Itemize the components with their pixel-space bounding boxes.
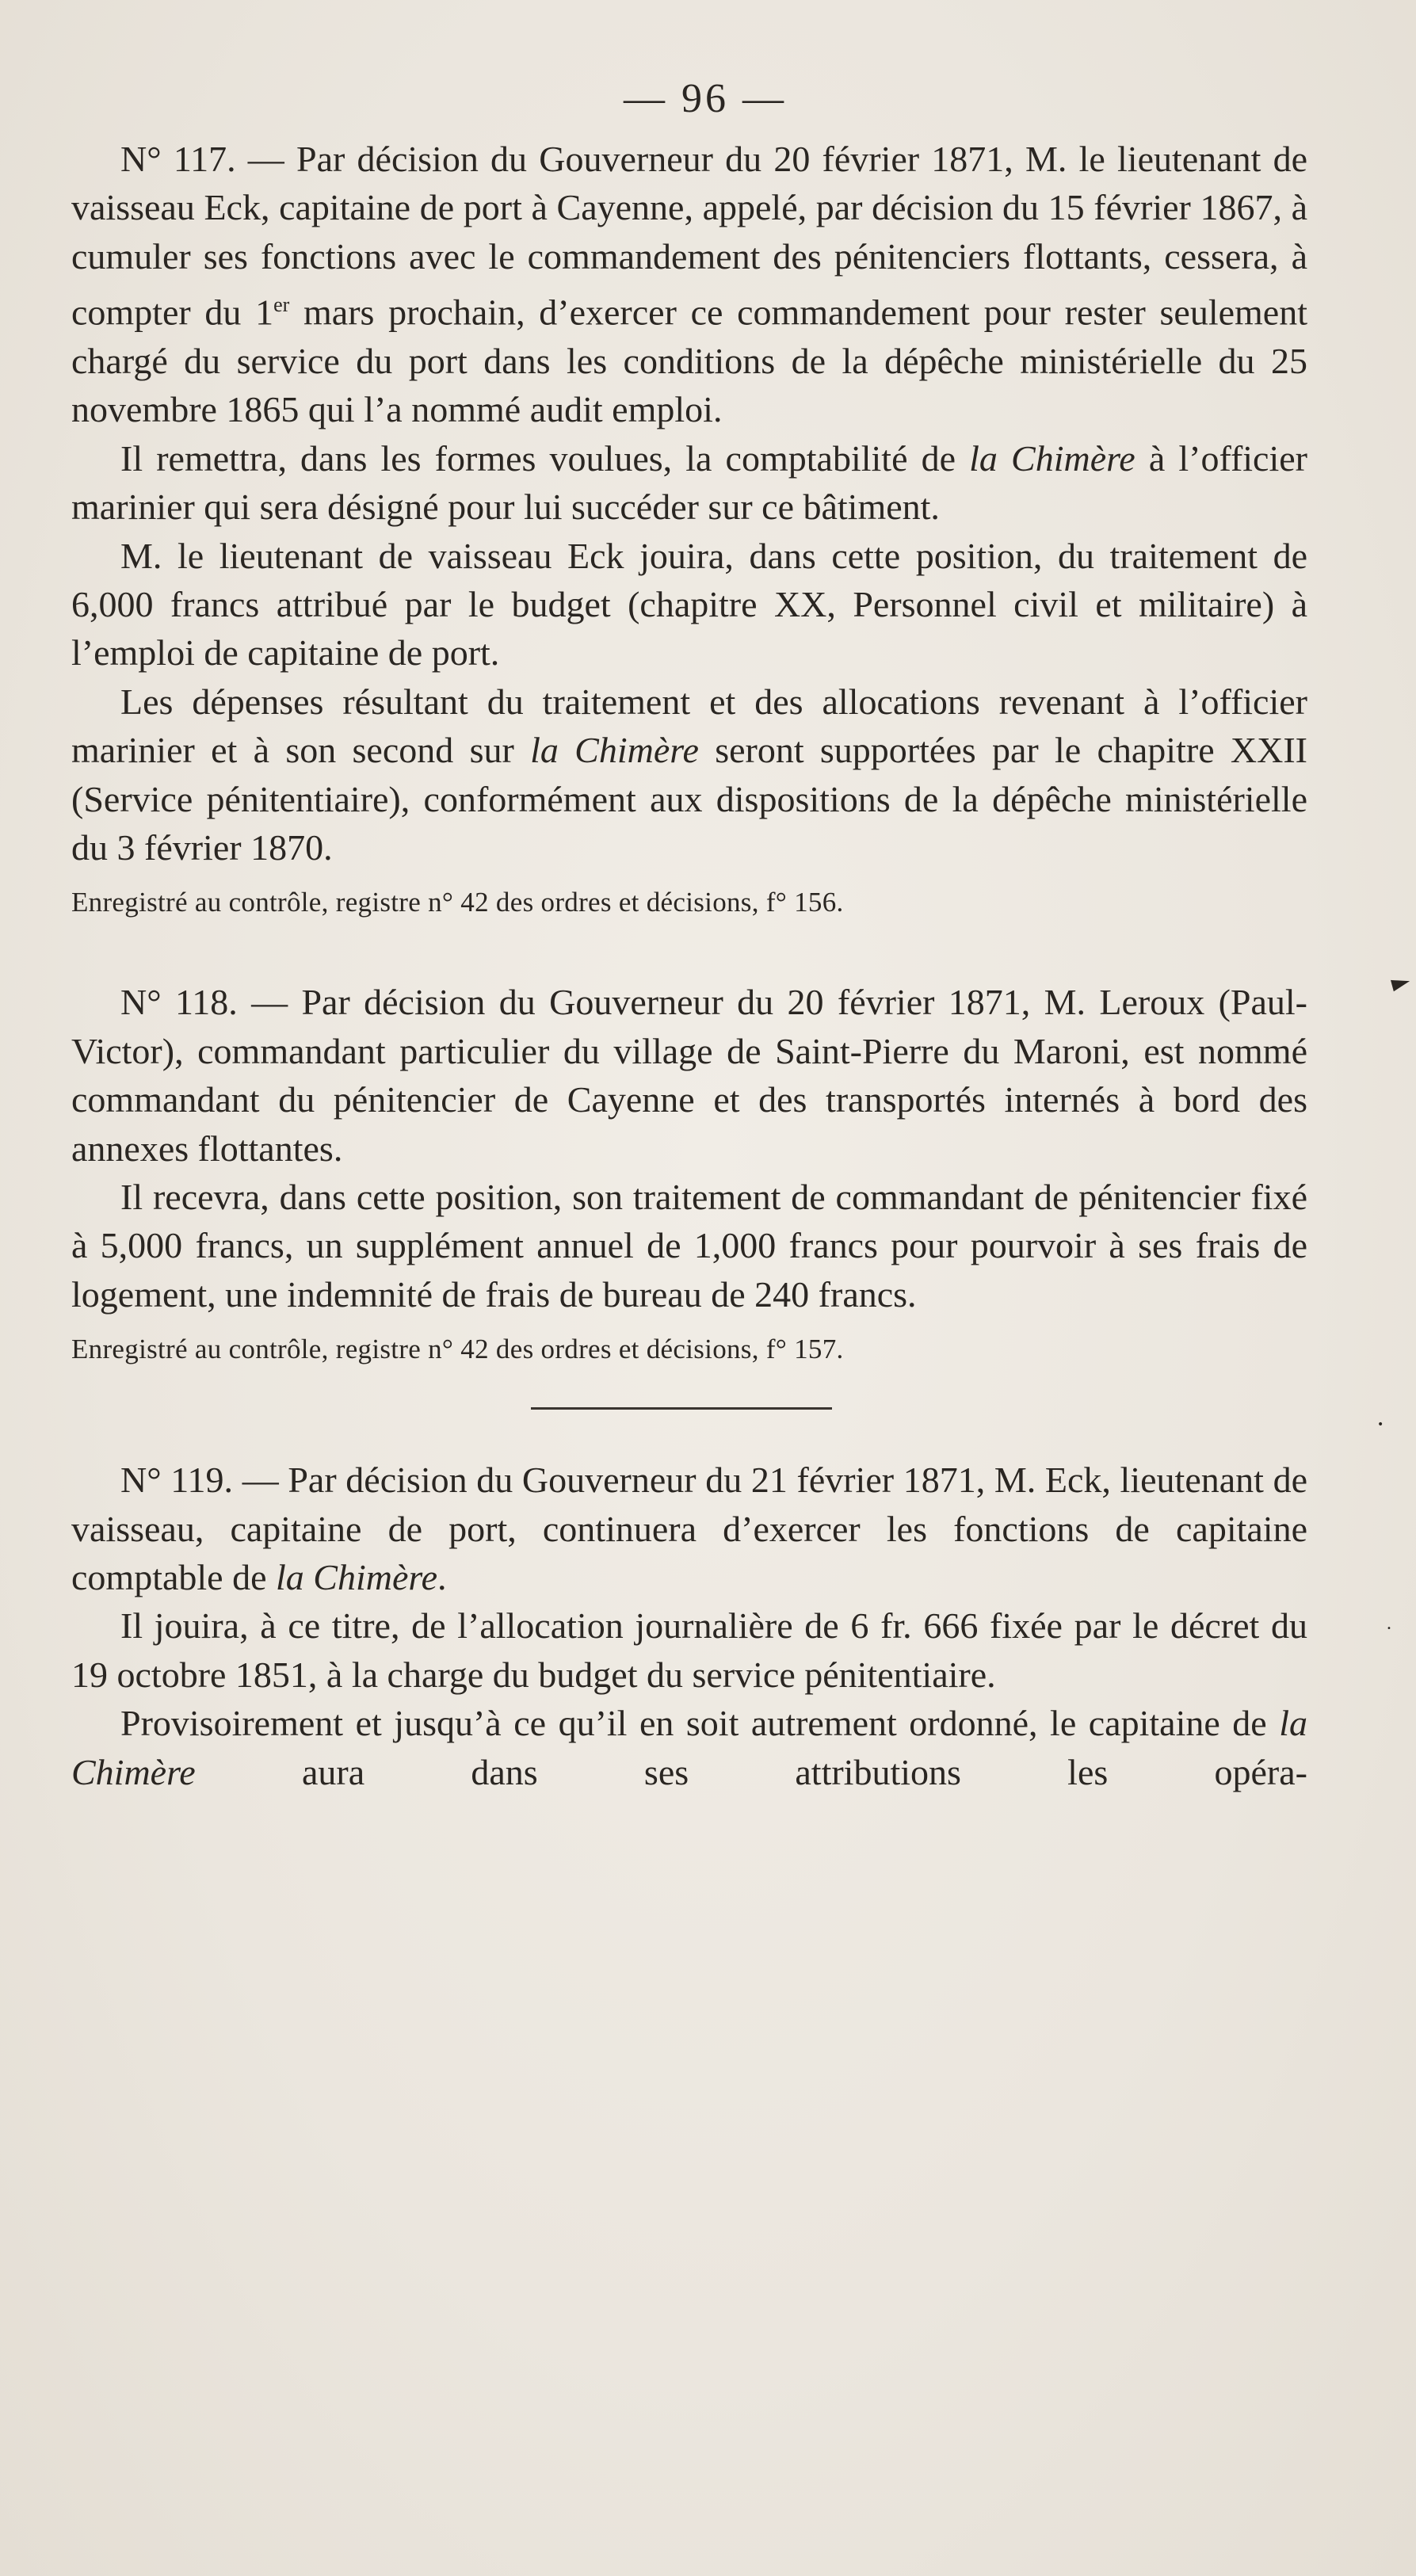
- spacer: [71, 922, 1307, 978]
- paragraph: [71, 434, 1307, 532]
- decision-entry-117: [71, 135, 1307, 922]
- paragraph: [71, 532, 1307, 677]
- ink-speck: •: [1377, 1418, 1384, 1431]
- ship-name: la Chimère: [969, 437, 1135, 479]
- text-run: Provisoirement et jusqu’à ce qu’il en soit autrement ordonné, le capitaine de: [120, 1703, 1280, 1744]
- ship-name: la Chimère: [276, 1557, 438, 1598]
- decision-entry-118: [71, 978, 1307, 1369]
- decision-entry-119: [71, 1456, 1307, 1796]
- text-run: N° 119. — Par décision du Gouverneur du 21 février 1871, M. Eck, lieutenant de vaisseau, capitaine de port, continuera d’exercer les fonctions de capitaine comptable de: [71, 1460, 1307, 1598]
- paragraph: [71, 677, 1307, 872]
- text-run: N° 118. — Par décision du Gouverneur du 20 février 1871, M. Leroux (Paul-Victor), commandant particulier du village de Saint-Pierre du Maroni, est nommé commandant du pénitencier de Cayenne et des transportés internés à bord des annexes flottantes.: [71, 982, 1307, 1169]
- paragraph: [71, 1699, 1307, 1796]
- page-number: — 96 —: [624, 76, 787, 121]
- section-divider: [531, 1407, 832, 1410]
- paragraph: [71, 1173, 1307, 1319]
- superscript: er: [273, 293, 290, 317]
- text-run: seront supportées par le chapitre XXII (Service pénitentiaire), conformément aux dispositions de la dépêche ministérielle du 3 février 1870.: [71, 730, 1307, 868]
- page-body: [71, 63, 1307, 1796]
- paragraph: [71, 978, 1307, 1173]
- text-run: à l’officier marinier qui sera désigné pour lui succéder sur ce bâtiment.: [71, 437, 1307, 528]
- text-run: .: [437, 1557, 447, 1598]
- text-run: Il jouira, à ce titre, de l’allocation journalière de 6 fr. 666 fixée par le décret du 19 octobre 1851, à la charge du budget du service pénitentiaire.: [71, 1605, 1307, 1695]
- ink-speck: •: [1387, 1624, 1391, 1633]
- paragraph: [71, 1601, 1307, 1699]
- text-run: mars prochain, d’exercer ce commandement pour rester seulement chargé du service du port dans les conditions de la dépêche ministérielle du 25 novembre 1865 qui l’a nommé audit emploi.: [71, 292, 1308, 430]
- ship-name: la Chimère: [71, 1703, 1307, 1792]
- text-run: Il recevra, dans cette position, son traitement de commandant de pénitencier fixé à 5,000 francs, un supplément annuel de 1,000 francs pour pourvoir à ses frais de logement, une indemnité de frais de bureau de 240 francs.: [71, 1177, 1307, 1315]
- paragraph: [71, 1456, 1307, 1601]
- text-run: Il remettra, dans les formes voulues, la comptabilité de: [120, 437, 970, 479]
- text-run: M. le lieutenant de vaisseau Eck jouira, dans cette position, du traitement de 6,000 francs attribué par le budget (chapitre XX, Personnel civil et militaire) à l’emploi de capitaine de port.: [71, 535, 1307, 674]
- registration-note: Enregistré au contrôle, registre n° 42 des ordres et décisions, f° 156.: [71, 887, 844, 918]
- paragraph: [71, 135, 1307, 434]
- text-run: aura dans ses attributions les opéra-: [195, 1751, 1307, 1792]
- registration-note: Enregistré au contrôle, registre n° 42 des ordres et décisions, f° 157.: [71, 1334, 844, 1365]
- ship-name: la Chimère: [530, 730, 699, 771]
- text-run: N° 117. — Par décision du Gouverneur du 20 février 1871, M. le lieutenant de vaisseau Eck, capitaine de port à Cayenne, appelé, par décision du 15 février 1867, à cumuler ses fonctions avec le commandement des pénitenciers flottants, cessera, à compter du 1: [71, 139, 1307, 333]
- text-run: Les dépenses résultant du traitement et des allocations revenant à l’officier marinier et à son second sur: [71, 681, 1307, 771]
- ink-mark-arrow: ►: [1387, 966, 1414, 998]
